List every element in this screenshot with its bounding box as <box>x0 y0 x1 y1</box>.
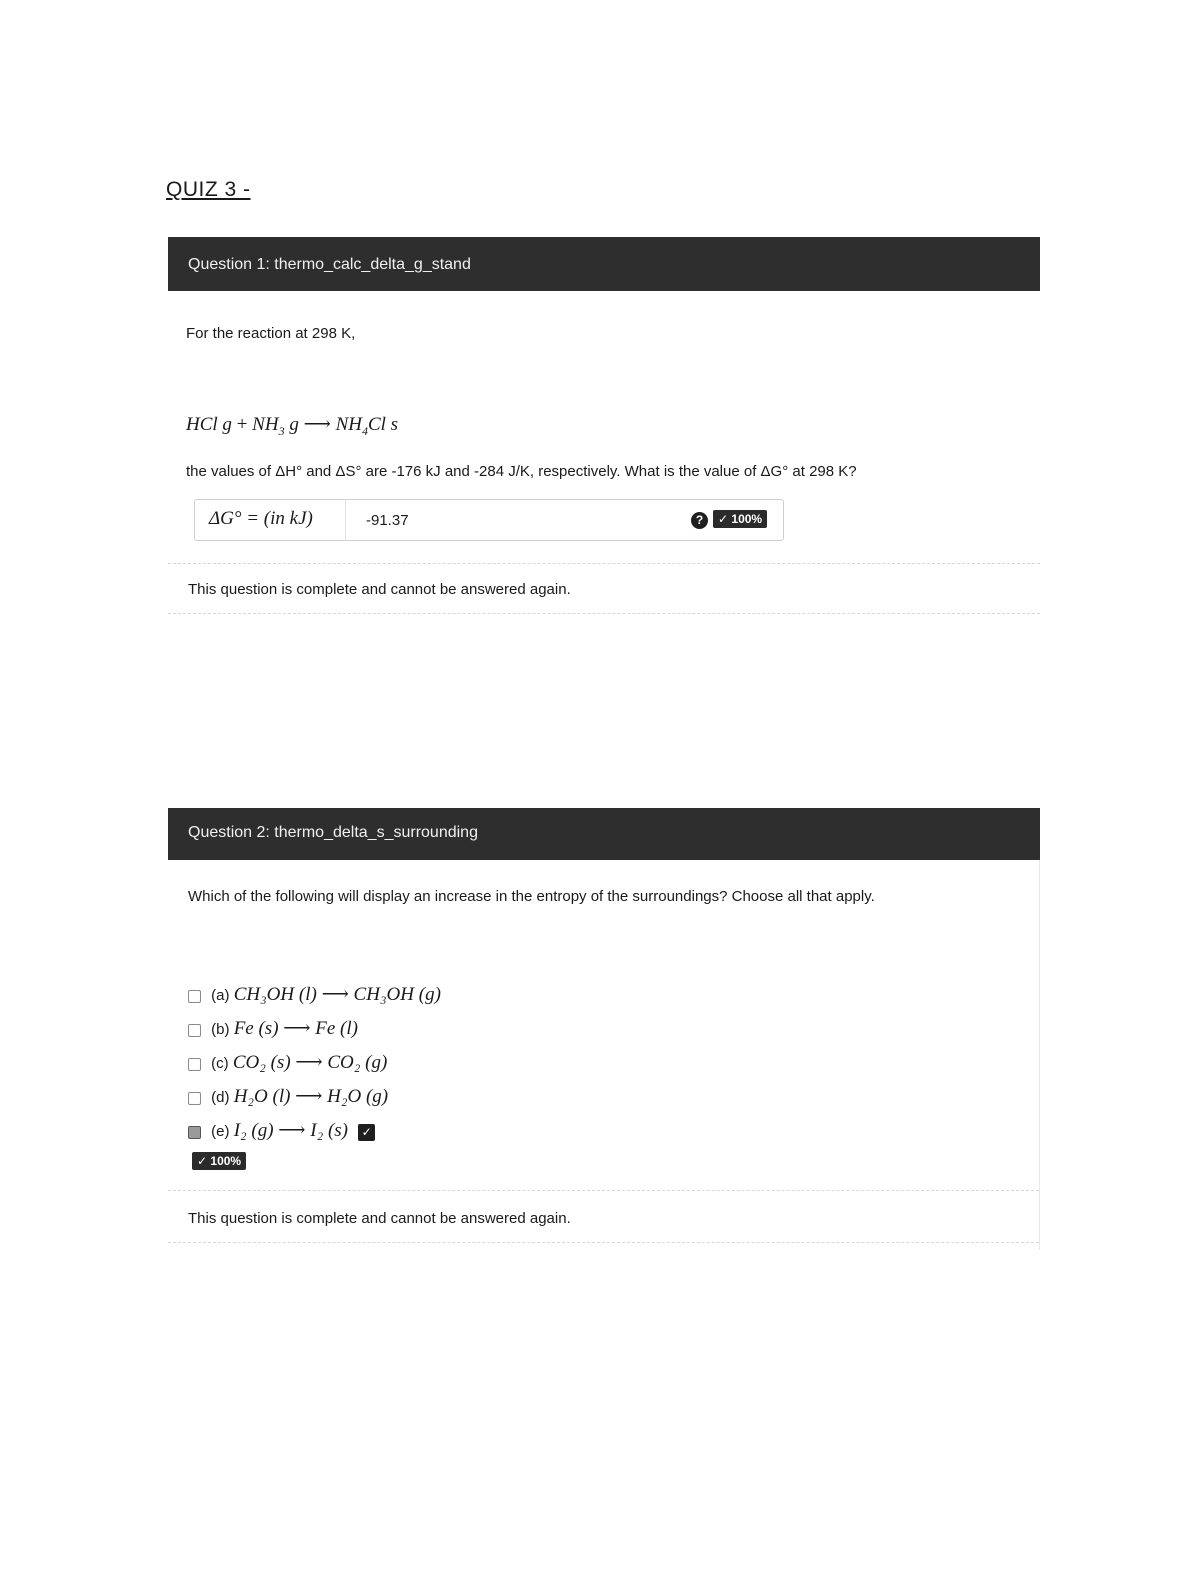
divider <box>168 1242 1039 1243</box>
checkbox-b[interactable] <box>188 1024 201 1037</box>
option-d[interactable] <box>188 1080 441 1114</box>
answer-box <box>194 499 784 541</box>
product-tail: Cl s <box>367 414 399 435</box>
answer-label: ΔG° = (in kJ) <box>209 508 313 529</box>
reactant-nh3-phase: g <box>284 414 299 435</box>
reaction-arrow: ⟶ <box>303 414 331 435</box>
option-c-equation: CO₂ (s) ⟶ CO₂ (g) <box>232 1052 388 1073</box>
question-1-body <box>168 291 1040 621</box>
option-b[interactable] <box>188 1012 441 1046</box>
checkbox-a[interactable] <box>188 990 201 1003</box>
plus-sign: + <box>236 414 248 435</box>
reactant-nh3 <box>252 414 299 438</box>
quiz-title: QUIZ 3 - <box>166 178 251 201</box>
question-2-body <box>168 860 1040 1250</box>
score-badge: ✓ 100% <box>192 1152 246 1170</box>
reactant-nh3-subscript: 3 <box>278 423 285 438</box>
answer-input[interactable]: -91.37 <box>345 500 696 540</box>
product-nh4cl <box>335 414 399 438</box>
option-d-equation: H₂O (l) ⟶ H₂O (g) <box>233 1086 389 1107</box>
option-a-equation: CH₃OH (l) ⟶ CH₃OH (g) <box>233 984 441 1005</box>
option-a[interactable] <box>188 978 441 1012</box>
question-1-header: Question 1: thermo_calc_delta_g_stand <box>168 237 1040 291</box>
option-b-equation: Fe (s) ⟶ Fe (l) <box>233 1018 358 1039</box>
option-e[interactable] <box>188 1114 441 1148</box>
reactant-nh3-base: NH <box>252 414 279 435</box>
option-b-label: (b) <box>211 1021 230 1038</box>
question-2-header: Question 2: thermo_delta_s_surrounding <box>168 808 1040 860</box>
divider <box>168 563 1040 564</box>
divider <box>168 1190 1039 1191</box>
product-base: NH <box>335 414 362 435</box>
option-a-label: (a) <box>211 987 230 1004</box>
product-subscript: 4 <box>361 423 368 438</box>
option-d-label: (d) <box>211 1089 230 1106</box>
score-badge: ✓ 100% <box>713 510 767 528</box>
question-1-intro: For the reaction at 298 K, <box>186 325 356 342</box>
help-icon[interactable]: ? <box>691 512 708 529</box>
option-c[interactable] <box>188 1046 441 1080</box>
checkbox-e[interactable] <box>188 1126 201 1139</box>
option-e-equation: I₂ (g) ⟶ I₂ (s) <box>233 1120 348 1141</box>
question-1-reaction <box>186 413 398 439</box>
question-2-text: Which of the following will display an increase in the entropy of the surroundings? Choose all that apply. <box>188 888 875 905</box>
option-c-label: (c) <box>211 1055 229 1072</box>
question-2-card <box>168 808 1040 1250</box>
checkbox-d[interactable] <box>188 1092 201 1105</box>
completion-note: This question is complete and cannot be answered again. <box>188 1210 571 1227</box>
option-list <box>188 978 441 1148</box>
correct-check-icon: ✓ <box>358 1124 375 1141</box>
reactant-hcl: HCl g <box>186 414 232 435</box>
divider <box>168 613 1040 614</box>
checkbox-c[interactable] <box>188 1058 201 1071</box>
question-1-text: the values of ΔH° and ΔS° are -176 kJ and -284 J/K, respectively. What is the value of ΔG° at 298 K? <box>186 463 857 480</box>
question-1-card <box>168 237 1040 621</box>
option-e-label: (e) <box>211 1123 230 1140</box>
completion-note: This question is complete and cannot be answered again. <box>188 581 571 598</box>
